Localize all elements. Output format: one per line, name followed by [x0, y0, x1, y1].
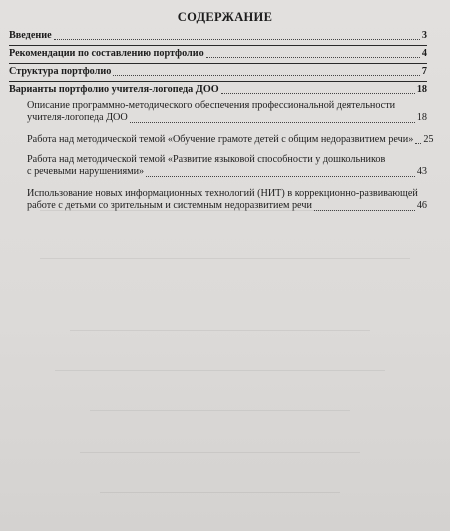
toc-page-number: 46 [416, 200, 427, 212]
show-through-line [80, 452, 360, 453]
toc-entry-text: Структура портфолио [9, 66, 112, 77]
toc-entry-text-line: с речевыми нарушениями» [27, 166, 145, 178]
toc-entry-text-line: Работа над методической темой «Развитие языковой способности у дошкольников [27, 154, 386, 165]
toc-page-number: 3 [421, 30, 427, 41]
toc-entry-text: Варианты портфолио учителя-логопеда ДОО [9, 84, 219, 95]
toc-entry-text: Введение [9, 30, 52, 41]
dot-leader [130, 122, 415, 123]
toc-entry-structure[interactable] [9, 66, 427, 78]
show-through-line [100, 492, 340, 493]
show-through-line [90, 410, 350, 411]
toc-page-number: 18 [416, 84, 427, 95]
toc-entry-literacy-topic[interactable] [27, 134, 434, 146]
toc-page-number: 25 [423, 134, 434, 145]
show-through-line [70, 330, 370, 331]
toc-entry-portfolio-variants[interactable] [9, 84, 427, 96]
show-through-line [55, 370, 385, 371]
show-through-line [40, 258, 410, 259]
toc-rule [9, 81, 427, 82]
toc-entry-new-it-usage[interactable] [27, 188, 427, 213]
toc-entry-text-line: Описание программно-методического обеспечения профессиональной деятельности [27, 100, 396, 111]
toc-entry-text: Рекомендации по составлению портфолио [9, 48, 204, 59]
toc-rule [9, 45, 427, 46]
dot-leader [415, 143, 421, 144]
toc-entry-introduction[interactable] [9, 30, 427, 42]
dot-leader [221, 93, 415, 94]
dot-leader [146, 176, 415, 177]
toc-entry-recommendations[interactable] [9, 48, 427, 60]
toc-page-number: 18 [416, 112, 427, 124]
toc-entry-language-ability-topic[interactable] [27, 154, 427, 179]
dot-leader [113, 75, 420, 76]
toc-entry-text-line: учителя-логопеда ДОО [27, 112, 128, 124]
toc-page-number: 7 [421, 66, 427, 77]
toc-entry-text-line: работе с детьми со зрительным и системным недоразвитием речи [27, 200, 312, 212]
toc-page-number: 43 [416, 166, 427, 178]
dot-leader [314, 210, 415, 211]
toc-rule [9, 63, 427, 64]
toc-entry-text-line: Использование новых информационных технологий (НИТ) в коррекционно-развивающей [27, 188, 418, 199]
dot-leader [206, 57, 420, 58]
dot-leader [54, 39, 420, 40]
toc-page-number: 4 [421, 48, 427, 59]
toc-entry-text: Работа над методической темой «Обучение грамоте детей с общим недоразвитием речи» [27, 134, 414, 145]
toc-title: СОДЕРЖАНИЕ [177, 10, 273, 24]
toc-entry-software-description[interactable] [27, 100, 427, 125]
